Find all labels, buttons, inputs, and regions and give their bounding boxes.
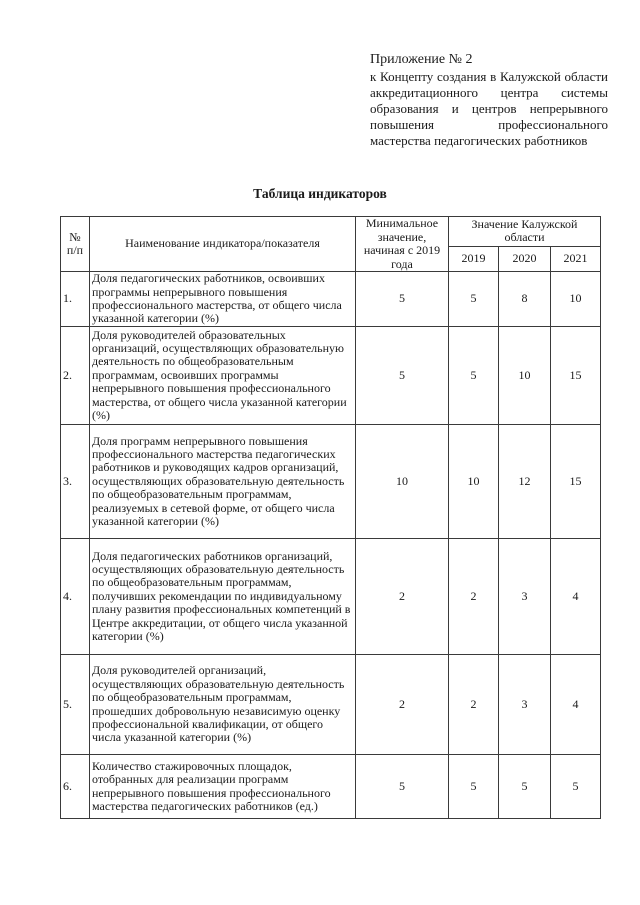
row-value-2020: 3 xyxy=(499,655,551,755)
table-row xyxy=(61,327,601,425)
row-min-value: 5 xyxy=(356,755,449,819)
row-name: Доля руководителей образовательных организаций, осуществляющих образовательную деятельность по общеобразовательным программам, освоивших программы непрерывного повышения профессионального мастерства, от общего числа указанной категории (%) xyxy=(90,327,356,425)
appendix-block xyxy=(370,52,608,149)
row-value-2019: 10 xyxy=(449,425,499,539)
header-row xyxy=(61,217,601,247)
header-name: Наименование индикатора/показателя xyxy=(90,217,356,272)
row-name: Доля педагогических работников организаций, осуществляющих образовательную деятельность по общеобразовательным программам, получивших рекомендации по индивидуальному плану развития профессиональных компетенций в Центре аккредитации, от общего числа указанной категории (%) xyxy=(90,539,356,655)
row-value-2020: 8 xyxy=(499,272,551,327)
row-name: Количество стажировочных площадок, отобранных для реализации программ непрерывного повышения профессионального мастерства педагогических работников (ед.) xyxy=(90,755,356,819)
table-row xyxy=(61,755,601,819)
row-num: 3. xyxy=(61,425,90,539)
header-year-2019: 2019 xyxy=(449,246,499,271)
row-min-value: 5 xyxy=(356,272,449,327)
table-row xyxy=(61,425,601,539)
row-value-2019: 5 xyxy=(449,272,499,327)
row-value-2021: 15 xyxy=(551,327,601,425)
row-value-2019: 2 xyxy=(449,655,499,755)
header-min-value: Минимальное значение, начиная с 2019 года xyxy=(356,217,449,272)
row-value-2020: 3 xyxy=(499,539,551,655)
row-num: 5. xyxy=(61,655,90,755)
row-min-value: 10 xyxy=(356,425,449,539)
row-value-2021: 4 xyxy=(551,655,601,755)
row-name: Доля педагогических работников, освоивших программы непрерывного повышения профессионального мастерства, от общего числа указанной категории (%) xyxy=(90,272,356,327)
row-value-2019: 5 xyxy=(449,755,499,819)
row-value-2021: 10 xyxy=(551,272,601,327)
indicators-table xyxy=(60,216,601,819)
appendix-text: к Концепту создания в Калужской области аккредитационного центра системы образования и центров непрерывного повышения профессионального мастерства педагогических работников xyxy=(370,69,608,148)
row-value-2019: 5 xyxy=(449,327,499,425)
header-year-2020: 2020 xyxy=(499,246,551,271)
row-name: Доля руководителей организаций, осуществляющих образовательную деятельность по общеобразовательным программам, прошедших добровольную независимую оценку профессиональной квалификации, от общего числа указанной категории (%) xyxy=(90,655,356,755)
table-title: Таблица индикаторов xyxy=(253,186,387,201)
row-min-value: 2 xyxy=(356,655,449,755)
row-num: 2. xyxy=(61,327,90,425)
row-value-2020: 12 xyxy=(499,425,551,539)
row-value-2019: 2 xyxy=(449,539,499,655)
header-year-2021: 2021 xyxy=(551,246,601,271)
appendix-title: Приложение № 2 xyxy=(370,52,473,67)
row-value-2020: 5 xyxy=(499,755,551,819)
row-num: 6. xyxy=(61,755,90,819)
row-name: Доля программ непрерывного повышения профессионального мастерства педагогических работников и руководящих кадров организаций, осуществляющих образовательную деятельность по общеобразовательным программам, реализуемых в сетевой форме, от общего числа указанной категории (%) xyxy=(90,425,356,539)
row-num: 1. xyxy=(61,272,90,327)
table-row xyxy=(61,655,601,755)
header-region-value: Значение Калужской области xyxy=(449,217,601,247)
row-value-2021: 15 xyxy=(551,425,601,539)
row-num: 4. xyxy=(61,539,90,655)
row-value-2020: 10 xyxy=(499,327,551,425)
table-row xyxy=(61,539,601,655)
row-value-2021: 4 xyxy=(551,539,601,655)
row-value-2021: 5 xyxy=(551,755,601,819)
table-row xyxy=(61,272,601,327)
row-min-value: 2 xyxy=(356,539,449,655)
row-min-value: 5 xyxy=(356,327,449,425)
header-num: № п/п xyxy=(61,217,90,272)
